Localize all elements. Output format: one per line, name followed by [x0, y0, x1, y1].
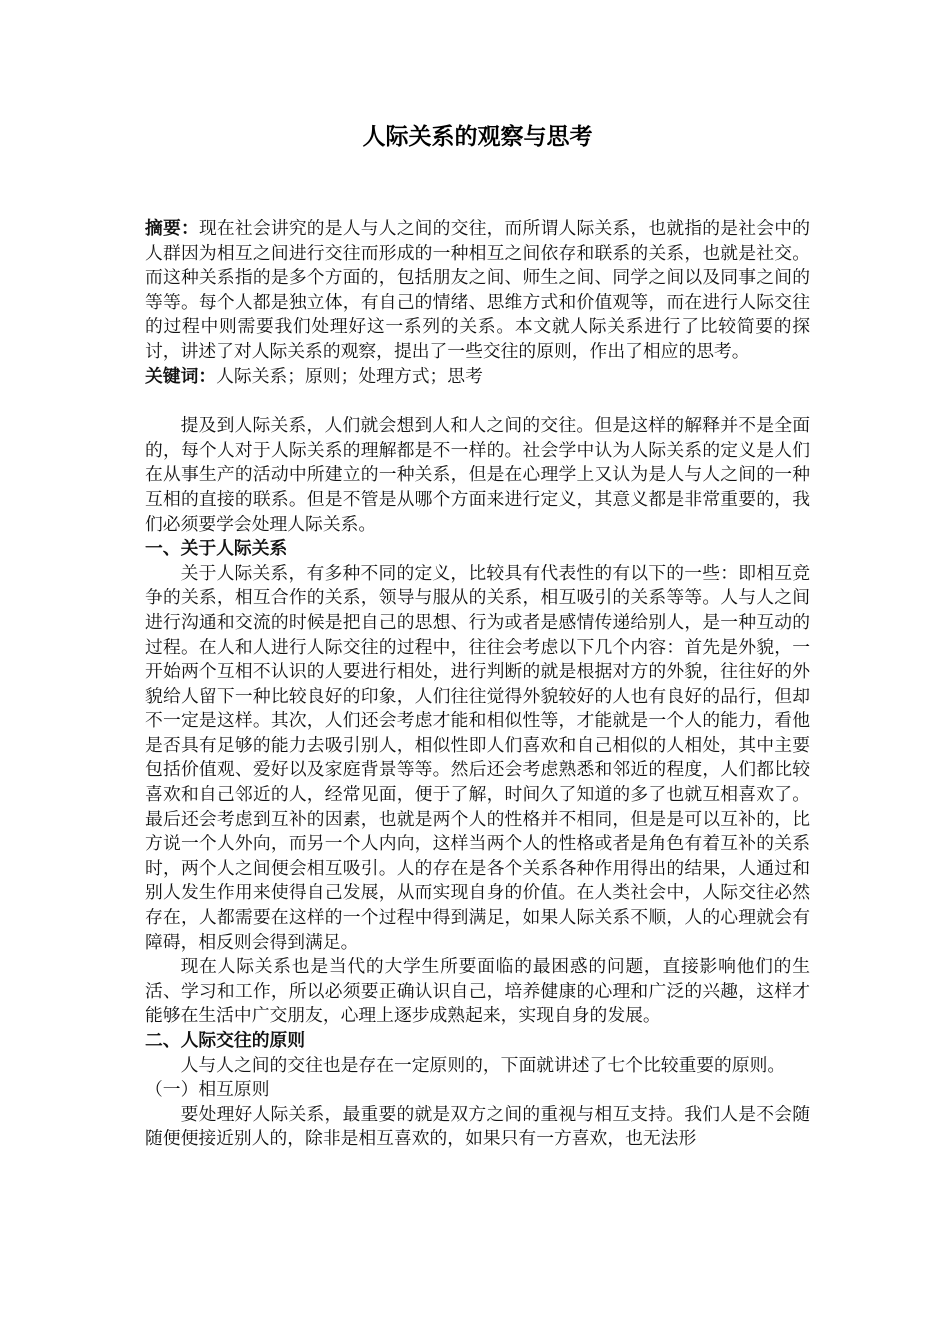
keywords-paragraph: [145, 365, 810, 390]
section-heading-1: 一、关于人际关系: [145, 538, 288, 560]
document-title: 人际关系的观察与思考: [362, 124, 593, 150]
keywords-label: 关键词：: [145, 365, 217, 387]
document-body: [145, 115, 810, 1152]
keywords-text: 人际关系；原则；处理方式；思考: [216, 365, 483, 387]
section1-paragraph-2: 现在人际关系也是当代的大学生所要面临的最困惑的问题，直接影响他们的生活、学习和工作，所以必须要正确认识自己，培养健康的心理和广泛的兴趣，这样才能够在生活中广交朋友，心理上逐步成熟起来，实现自身的发展。: [145, 956, 810, 1027]
intro-paragraph: 提及到人际关系，人们就会想到人和人之间的交往。但是这样的解释并不是全面的，每个人对于人际关系的理解都是不一样的。社会学中认为人际关系的定义是人们在从事生产的活动中所建立的一种关系，但是在心理学上又认为是人与人之间的一种互相的直接的联系。但是不管是从哪个方面来进行定义，其意义都是非常重要的，我们必须要学会处理人际关系。: [145, 415, 810, 535]
abstract-paragraph: [145, 217, 810, 365]
section-heading-2: 二、人际交往的原则: [145, 1030, 306, 1051]
subsection1-paragraph: 要处理好人际关系，最重要的就是双方之间的重视与相互支持。我们人是不会随随便便接近别人的，除非是相互喜欢的，如果只有一方喜欢，也无法形: [145, 1103, 810, 1150]
abstract-text: 现在社会讲究的是人与人之间的交往，而所谓人际关系，也就指的是社会中的人群因为相互之间进行交往而形成的一种相互之间依存和联系的关系，也就是社交。而这种关系指的是多个方面的，包括朋友之间、师生之间、同学之间以及同事之间的等等。每个人都是独立体，有自己的情绪、思维方式和价值观等，而在进行人际交往的过程中则需要我们处理好这一系列的关系。本文就人际关系进行了比较简要的探讨，讲述了对人际关系的观察，提出了一些交往的原则，作出了相应的思考。: [145, 218, 810, 362]
subsection-heading-1: （一）相互原则: [145, 1079, 270, 1101]
section1-paragraph-1: 关于人际关系，有多种不同的定义，比较具有代表性的有以下的一些：即相互竞争的关系，相互合作的关系，领导与服从的关系，相互吸引的关系等等。人与人之间进行沟通和交流的时候是把自己的思想、行为或者是感情传递给别人，是一种互动的过程。在人和人进行人际交往的过程中，往往会考虑以下几个内容：首先是外貌，一开始两个互相不认识的人要进行相处，进行判断的就是根据对方的外貌，往往好的外貌给人留下一种比较良好的印象，人们往往觉得外貌较好的人也有良好的品行，但却不一定是这样。其次，人们还会考虑才能和相似性等，才能就是一个人的能力，看他是否具有足够的能力去吸引别人，相似性即人们喜欢和自己相似的人相处，其中主要包括价值观、爱好以及家庭背景等等。然后还会考虑熟悉和邻近的程度，人们都比较喜欢和自己邻近的人，经常见面，便于了解，时间久了知道的多了也就互相喜欢了。最后还会考虑到互补的因素，也就是两个人的性格并不相同，但是是可以互补的，比方说一个人外向，而另一个人内向，这样当两个人的性格或者是角色有着互补的关系时，两个人之间便会相互吸引。人的存在是各个关系各种作用得出的结果，人通过和别人发生作用来使得自己发展，从而实现自身的价值。在人类社会中，人际交往必然存在，人都需要在这样的一个过程中得到满足，如果人际关系不顺，人的心理就会有障碍，相反则会得到满足。: [145, 562, 810, 953]
section2-intro-paragraph: 人与人之间的交往也是存在一定原则的，下面就讲述了七个比较重要的原则。: [180, 1054, 786, 1076]
abstract-label: 摘要：: [145, 218, 199, 239]
